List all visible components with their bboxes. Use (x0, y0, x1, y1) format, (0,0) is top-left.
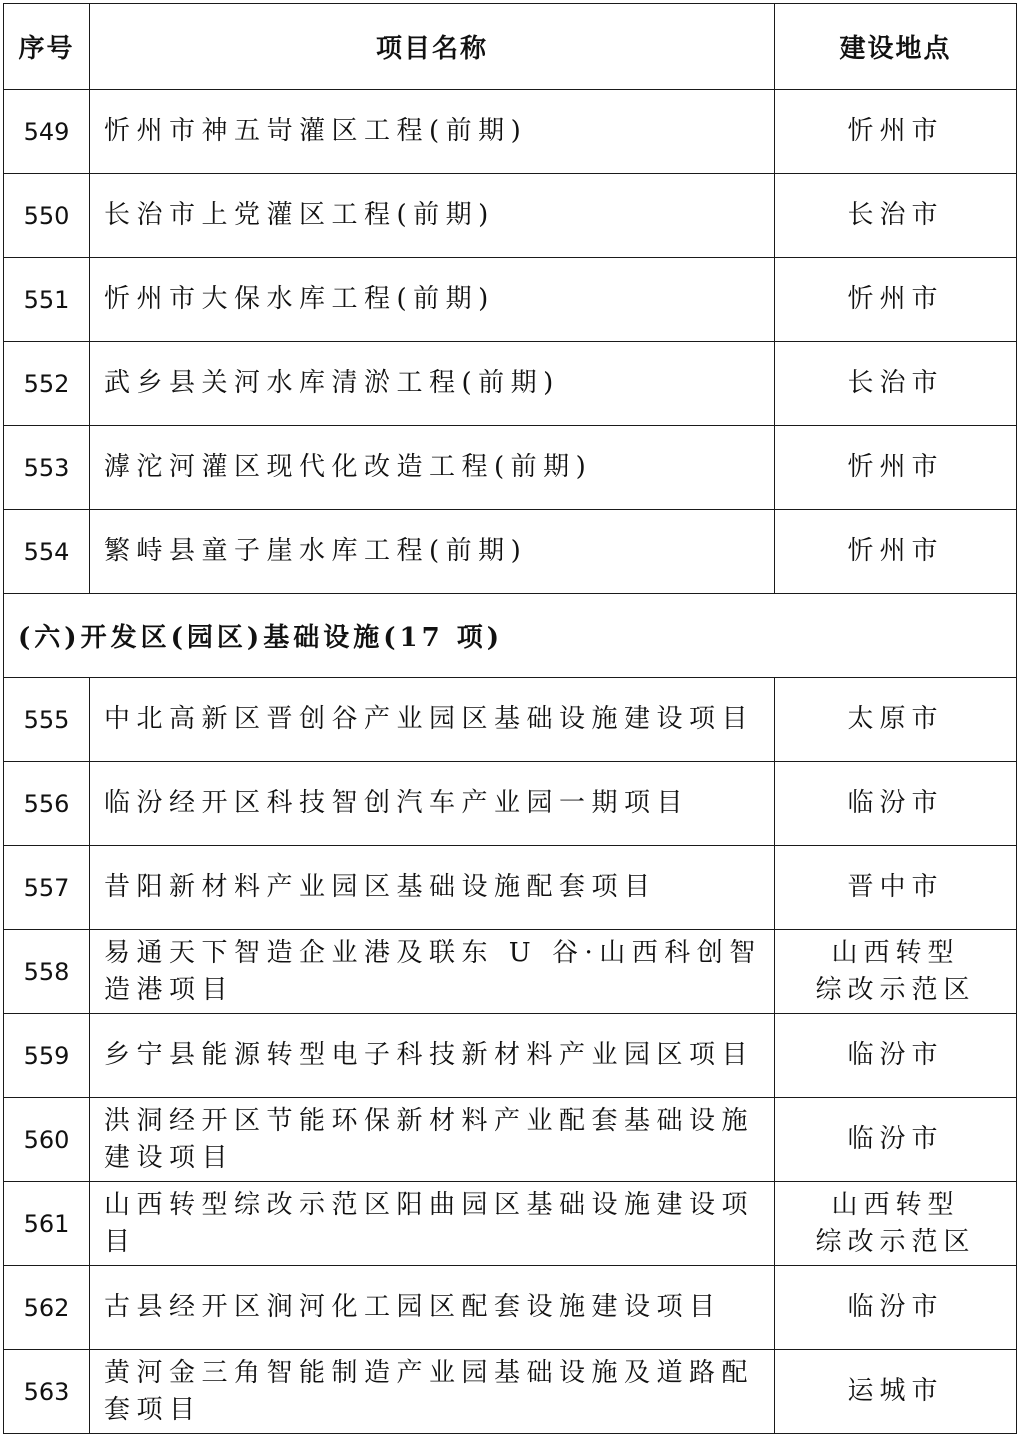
location-line: 综改示范区 (815, 974, 976, 1005)
location-line: 长治市 (847, 368, 944, 398)
serial-number-cell: 557 (4, 846, 90, 930)
table-row (4, 930, 1017, 1014)
serial-number-cell: 560 (4, 1098, 90, 1182)
table-header-row (4, 4, 1017, 90)
location-cell (775, 678, 1017, 762)
location-line: 忻州市 (847, 284, 944, 314)
table-body-before-section (4, 90, 1017, 594)
serial-number-cell: 563 (4, 1350, 90, 1434)
location-line: 太原市 (847, 704, 944, 734)
location-cell (775, 510, 1017, 594)
location-line: 山西转型 (831, 937, 960, 968)
location-line: 临汾市 (847, 1040, 944, 1070)
location-line: 运城市 (847, 1376, 944, 1406)
table-row (4, 678, 1017, 762)
location-line: 综改示范区 (815, 1226, 976, 1257)
location-cell (775, 846, 1017, 930)
location-line: 山西转型 (831, 1189, 960, 1220)
header-serial-number: 序号 (4, 4, 90, 90)
project-name-cell: 乡宁县能源转型电子科技新材料产业园区项目 (90, 1014, 775, 1098)
location-cell (775, 426, 1017, 510)
table-row (4, 426, 1017, 510)
project-name-cell: 临汾经开区科技智创汽车产业园一期项目 (90, 762, 775, 846)
location-line: 忻州市 (847, 116, 944, 146)
section-group (4, 594, 1017, 678)
serial-number-cell: 551 (4, 258, 90, 342)
table-row (4, 510, 1017, 594)
serial-number-cell: 555 (4, 678, 90, 762)
serial-number-cell: 556 (4, 762, 90, 846)
table-body-after-section (4, 678, 1017, 1434)
location-line: 临汾市 (847, 1124, 944, 1154)
location-cell (775, 762, 1017, 846)
serial-number-cell: 552 (4, 342, 90, 426)
table-row (4, 258, 1017, 342)
serial-number-cell: 558 (4, 930, 90, 1014)
section-title: (六)开发区(园区)基础设施(17 项) (4, 594, 1017, 678)
project-name-cell: 忻州市神五岢灌区工程(前期) (90, 90, 775, 174)
project-name-cell: 武乡县关河水库清淤工程(前期) (90, 342, 775, 426)
table-row (4, 90, 1017, 174)
location-cell (775, 258, 1017, 342)
project-name-cell: 中北高新区晋创谷产业园区基础设施建设项目 (90, 678, 775, 762)
table-row (4, 1350, 1017, 1434)
table-row (4, 1014, 1017, 1098)
location-line: 长治市 (847, 200, 944, 230)
location-line: 临汾市 (847, 788, 944, 818)
serial-number-cell: 559 (4, 1014, 90, 1098)
location-line: 晋中市 (847, 872, 944, 902)
location-cell (775, 1098, 1017, 1182)
project-name-cell: 昔阳新材料产业园区基础设施配套项目 (90, 846, 775, 930)
table-row (4, 846, 1017, 930)
location-cell (775, 1350, 1017, 1434)
location-cell (775, 1266, 1017, 1350)
location-cell (775, 90, 1017, 174)
table-row (4, 1182, 1017, 1266)
project-name-cell: 山西转型综改示范区阳曲园区基础设施建设项目 (90, 1182, 775, 1266)
serial-number-cell: 562 (4, 1266, 90, 1350)
project-table (3, 3, 1017, 1434)
header-location: 建设地点 (775, 4, 1017, 90)
project-name-cell: 滹沱河灌区现代化改造工程(前期) (90, 426, 775, 510)
serial-number-cell: 550 (4, 174, 90, 258)
serial-number-cell: 549 (4, 90, 90, 174)
location-cell (775, 174, 1017, 258)
location-line: 忻州市 (847, 536, 944, 566)
location-line: 忻州市 (847, 452, 944, 482)
location-line: 临汾市 (847, 1292, 944, 1322)
project-name-cell: 黄河金三角智能制造产业园基础设施及道路配套项目 (90, 1350, 775, 1434)
location-cell (775, 1182, 1017, 1266)
location-cell (775, 930, 1017, 1014)
serial-number-cell: 553 (4, 426, 90, 510)
header-project-name: 项目名称 (90, 4, 775, 90)
section-header-row (4, 594, 1017, 678)
location-cell (775, 342, 1017, 426)
table-row (4, 1098, 1017, 1182)
project-name-cell: 古县经开区涧河化工园区配套设施建设项目 (90, 1266, 775, 1350)
project-name-cell: 易通天下智造企业港及联东 U 谷·山西科创智造港项目 (90, 930, 775, 1014)
table-row (4, 1266, 1017, 1350)
project-name-cell: 繁峙县童子崖水库工程(前期) (90, 510, 775, 594)
location-cell (775, 1014, 1017, 1098)
project-name-cell: 长治市上党灌区工程(前期) (90, 174, 775, 258)
table-row (4, 174, 1017, 258)
project-name-cell: 洪洞经开区节能环保新材料产业配套基础设施建设项目 (90, 1098, 775, 1182)
table-row (4, 342, 1017, 426)
project-name-cell: 忻州市大保水库工程(前期) (90, 258, 775, 342)
serial-number-cell: 554 (4, 510, 90, 594)
table-row (4, 762, 1017, 846)
serial-number-cell: 561 (4, 1182, 90, 1266)
